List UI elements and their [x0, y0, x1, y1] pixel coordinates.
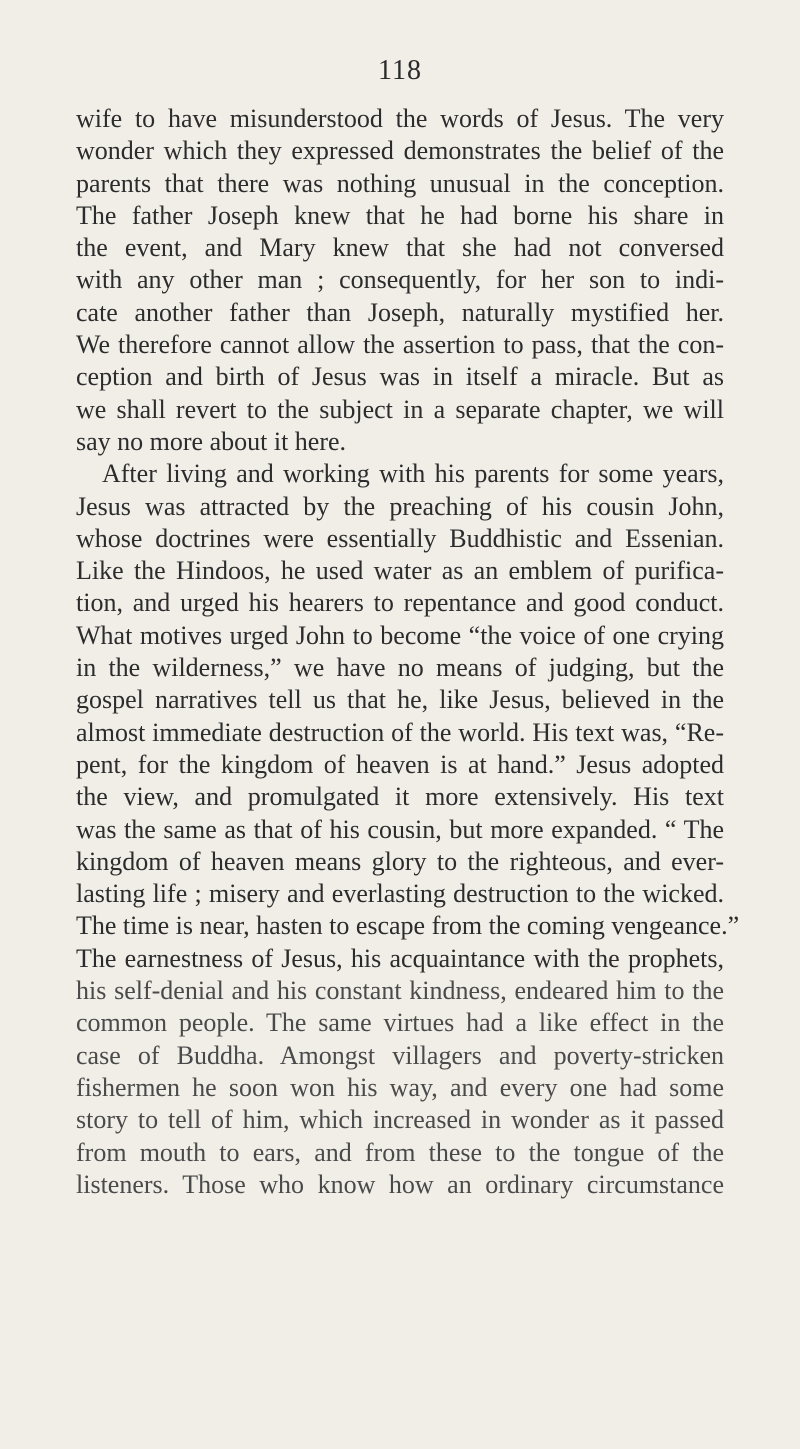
text-line: whose doctrines were essentially Buddhistic and Essenian.	[76, 523, 724, 553]
text-line: tion, and urged his hearers to repentance and good conduct.	[76, 588, 724, 618]
text-line: After living and working with his parents for some years,	[102, 459, 724, 489]
text-line: kingdom of heaven means glory to the righteous, and ever-	[76, 846, 724, 876]
text-line: We therefore cannot allow the assertion to pass, that the con-	[76, 330, 724, 360]
text-line: The father Joseph knew that he had borne his share in	[76, 200, 724, 230]
text-line: from mouth to ears, and from these to the tongue of the	[76, 1137, 724, 1167]
text-line: story to tell of him, which increased in wonder as it passed	[76, 1105, 724, 1135]
text-line: listeners. Those who know how an ordinary circumstance	[76, 1169, 724, 1199]
text-line: case of Buddha. Amongst villagers and poverty-stricken	[76, 1040, 724, 1070]
text-line: the event, and Mary knew that she had not conversed	[76, 233, 724, 263]
text-line: in the wilderness,” we have no means of judging, but the	[76, 653, 724, 683]
text-line: wife to have misunderstood the words of Jesus. The very	[76, 104, 724, 133]
text-line: with any other man ; consequently, for her son to indi-	[76, 265, 724, 295]
text-line: his self-denial and his constant kindness, endeared him to the	[76, 976, 724, 1006]
text-line: lasting life ; misery and everlasting destruction to the wicked.	[76, 879, 724, 909]
page-number: 118	[378, 55, 422, 86]
text-line: common people. The same virtues had a like effect in the	[76, 1008, 724, 1038]
text-line: ception and birth of Jesus was in itself a miracle. But as	[76, 362, 724, 392]
text-line: fishermen he soon won his way, and every one had some	[76, 1072, 724, 1102]
text-line: the view, and promulgated it more extensively. His text	[76, 782, 724, 812]
body-text	[76, 103, 740, 1201]
text-line: What motives urged John to become “the voice of one crying	[76, 620, 724, 650]
text-line: parents that there was nothing unusual in the conception.	[76, 168, 724, 198]
text-line: The earnestness of Jesus, his acquaintance with the prophets,	[76, 943, 724, 973]
text-line: wonder which they expressed demonstrates the belief of the	[76, 136, 724, 166]
text-line: say no more about it here.	[76, 426, 347, 456]
text-line: pent, for the kingdom of heaven is at hand.” Jesus adopted	[76, 749, 724, 779]
text-line: The time is near, hasten to escape from the coming vengeance.”	[76, 911, 740, 941]
text-line: Like the Hindoos, he used water as an emblem of purifica-	[76, 556, 724, 586]
text-line: cate another father than Joseph, naturally mystified her.	[76, 297, 724, 327]
text-line: gospel narratives tell us that he, like Jesus, believed in the	[76, 685, 724, 715]
text-line: we shall revert to the subject in a separate chapter, we will	[76, 394, 724, 424]
text-line: was the same as that of his cousin, but more expanded. “ The	[76, 814, 724, 844]
text-line: Jesus was attracted by the preaching of his cousin John,	[76, 491, 724, 521]
text-line: almost immediate destruction of the world. His text was, “Re-	[76, 717, 724, 747]
